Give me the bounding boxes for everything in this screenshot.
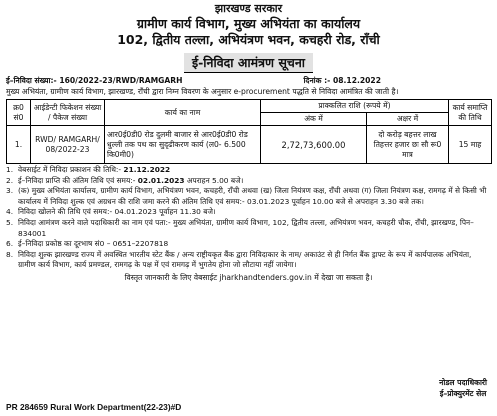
header-completion-period: कार्य समाप्ति की तिथि <box>449 100 492 126</box>
notice-header <box>6 2 491 48</box>
notes-list <box>6 165 491 271</box>
intro-paragraph: मुख्य अभियंता, ग्रामीण कार्य विभाग, झारखण्ड, राँची द्वारा निम्न विवरण के अनुसार e-procurement पद्धति से निविदा आमंत्रित की जाती है। <box>6 87 399 96</box>
tender-number: ई–निविदा संख्या:- 160/2022-23/RWD/RAMGARH <box>6 76 183 85</box>
header-estimated-amount: प्राक्कलित राशि (रूपये में) <box>261 100 449 113</box>
list-item: 2. ई–निविदा प्राप्ति की अंतिम तिथि एवं समय:- 02.01.2023 अपराहन 5.00 बजे। <box>6 175 244 185</box>
website-info: विस्तृत जानकारी के लिए वेबसाईट jharkhandtenders.gov.in में देखा जा सकता है। <box>124 272 373 282</box>
office-name: ग्रामीण कार्य विभाग, मुख्य अभियंता का कार्यालय <box>136 16 361 31</box>
pr-number: PR 284659 Rural Work Department(22-23)#D <box>6 402 182 412</box>
office-address: 102, द्वितीय तल्ला, अभियंत्रण भवन, कचहरी रोड, राँची <box>117 32 380 47</box>
list-item: 3. (क) मुख्य अभियंता कार्यालय, ग्रामीण कार्य विभाग, अभियंत्रण भवन, कचहरी, राँची अथवा (ख) जिला नियंत्रण कक्ष, राँची अथवा (ग) जिला नियंत्रण कक्ष, रामगढ़ में से किसी भी कार्यालय में निविदा शुल्क एवं अग्रधन की राशि जमा करने की अंतिम तिथि एवं समय:- 03.01.2023 पूर्वाहन 10.00 बजे से अपराहन 3.30 बजे तक। <box>6 186 487 206</box>
notice-title: ई-निविदा आमंत्रण सूचना <box>184 53 313 73</box>
header-amount-figures: अंक में <box>261 113 367 126</box>
cell-amount-words: दो करोड़ बहत्तर लाख तिहत्तर हजार छः सौ रू0 मात्र <box>367 126 449 164</box>
header-work-name: कार्य का नाम <box>105 100 261 126</box>
list-item: 5. निविदा आमंत्रण करने वाले पदाधिकारी का नाम एवं पता:- मुख्य अभियंता, ग्रामीण कार्य विभाग, 102, द्वितीय तल्ला, अभियंत्रण भवन, कचहरी चौक, राँची, झारखण्ड, पिन– 834001 <box>6 217 474 238</box>
govt-name: झारखण्ड सरकार <box>214 2 283 15</box>
cell-completion-period: 15 माह <box>449 126 492 164</box>
cell-amount-figures: 2,72,73,600.00 <box>261 126 367 164</box>
header-identification: आईडेन्टी फिकेशन संख्या / पैकेज संख्या <box>31 100 105 126</box>
list-item: 4. निविदा खोलने की तिथि एवं समय:- 04.01.2023 पूर्वाहन 11.30 बजे। <box>6 207 216 217</box>
notice-date: दिनांक :- 08.12.2022 <box>303 76 381 85</box>
tender-table <box>6 99 492 164</box>
header-amount-words: अक्षर में <box>367 113 449 126</box>
nodal-officer-block <box>439 377 487 399</box>
list-item: 6. ई–निविदा प्रकोष्ठ का दूरभाष सं0 – 0651–2207818 <box>6 239 169 249</box>
list-item: 8. निविदा शुल्क झारखण्ड राज्य में अवस्थित भारतीय स्टेट बैंक / अन्य राष्ट्रीयकृत बैंक द्वारा निविदाकार के नाम/ अकाउंट से ही निर्गत बैंक ड्राफ्ट के रूप में कार्यपालक अभियंता, ग्रामीण कार्य विभाग, कार्य प्रमण्डल, रामगढ़ के पक्ष में एवं रामगढ़ में भुगतेय होना जो लौटाया नहीं जायेगा। <box>6 249 472 270</box>
cell-identification: RWD/ RAMGARH/ 08/2022-23 <box>31 126 105 164</box>
nodal-officer: नोडल पदाधिकारी <box>439 378 487 387</box>
header-serial: क्र0 सं0 <box>7 100 31 126</box>
cell-work-name: आर0ई0डी0 रोड दुलमी बाजार से आर0ई0डी0 रोड धुल्ली तक पथ का सुदृढीकरण कार्य (ल0- 6.500 कि0मी0) <box>105 126 261 164</box>
reference-line <box>6 75 491 86</box>
procurement-cell: ई–प्रोक्युरमेंट सेल <box>439 389 487 398</box>
cell-serial: 1. <box>7 126 31 164</box>
table-row <box>7 126 492 164</box>
list-item: 1. वेबसाईट में निविदा प्रकाशन की तिथि:- 21.12.2022 <box>6 165 171 174</box>
